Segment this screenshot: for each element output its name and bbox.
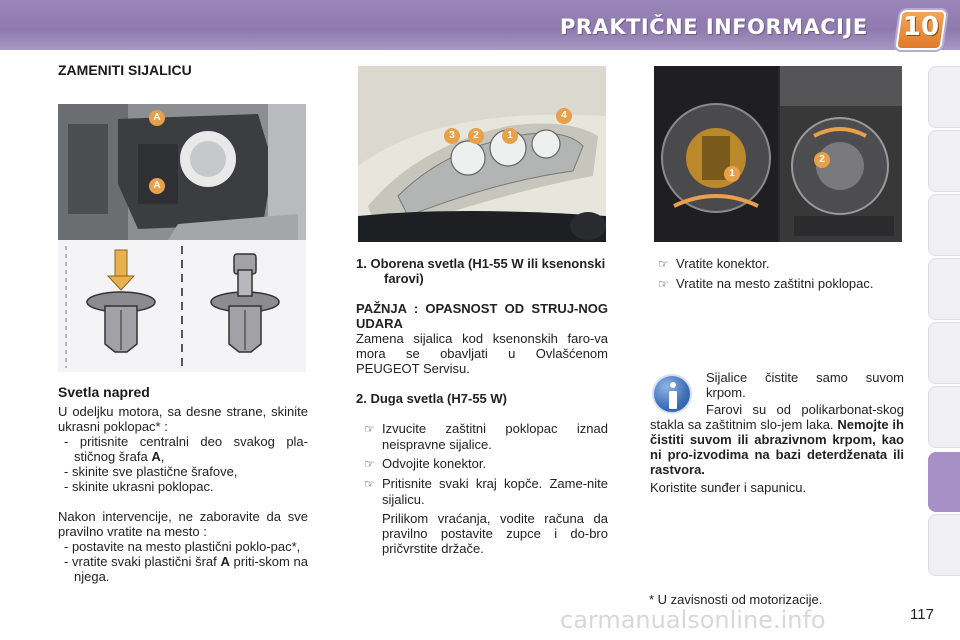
right-bullet-2: ☞ Vratite na mesto zaštitni poklopac. xyxy=(658,276,874,291)
callout-a-bottom: A xyxy=(149,178,165,194)
right-body xyxy=(650,256,904,292)
middle-bullet-2: ☞ Odvojite konektor. xyxy=(364,456,487,471)
plastic-screw-diagram xyxy=(58,240,306,372)
side-tab-6[interactable] xyxy=(928,386,960,448)
item-high-beam: 2. Duga svetla (H7-55 W) xyxy=(356,391,507,406)
side-tab-3[interactable] xyxy=(928,194,960,256)
info-paragraph-1: Sijalice čistite samo suvom krpom. xyxy=(706,370,904,400)
middle-bullet-3: ☞ Pritisnite svaki kraj kopče. Zame-nite sijalicu. xyxy=(364,476,608,507)
pointing-hand-icon: ☞ xyxy=(364,477,375,491)
middle-note: Prilikom vraćanja, vodite računa da pravilno postavite zupce i do-bro pričvrstite držače. xyxy=(382,511,608,556)
callout-2: 2 xyxy=(468,128,484,144)
footnote: * U zavisnosti od motorizacije. xyxy=(649,592,823,607)
side-tab-4[interactable] xyxy=(928,258,960,320)
info-text-top xyxy=(706,370,904,400)
fastener-illustration xyxy=(58,240,306,372)
callout-3: 3 xyxy=(444,128,460,144)
intro-text: U odeljku motora, sa desne strane, skinite ukrasni poklopac* : xyxy=(58,404,308,434)
bulb-socket-illustration xyxy=(654,66,902,242)
watermark: carmanualsonline.info xyxy=(560,606,826,634)
step-2: - skinite sve plastične šrafove, xyxy=(64,464,238,479)
side-tab-1[interactable] xyxy=(928,66,960,128)
right-bullet-1: ☞ Vratite konektor. xyxy=(658,256,770,271)
chapter-number: 10 xyxy=(902,12,940,42)
car-front-illustration xyxy=(358,66,606,242)
callout-1: 1 xyxy=(502,128,518,144)
step-3: - skinite ukrasni poklopac. xyxy=(64,479,214,494)
side-tab-2[interactable] xyxy=(928,130,960,192)
callout-4: 4 xyxy=(556,108,572,124)
subheading-front-lights: Svetla napred xyxy=(58,384,150,400)
warning-title: PAŽNJA : OPASNOST OD STRUJ-NOG UDARA xyxy=(356,301,608,331)
side-tab-active[interactable] xyxy=(928,452,960,512)
item-low-beam: 1. Oborena svetla (H1-55 W ili ksenonski farovi) xyxy=(356,256,606,286)
engine-bay-illustration xyxy=(58,104,306,240)
pointing-hand-icon: ☞ xyxy=(658,277,669,291)
after-text: Nakon intervencije, ne zaboravite da sve pravilno vratite na mesto : xyxy=(58,509,308,539)
section-heading: ZAMENITI SIJALICU xyxy=(58,62,192,78)
middle-bullet-1: ☞ Izvucite zaštitni poklopac iznad neispravne sijalice. xyxy=(364,421,608,452)
pointing-hand-icon: ☞ xyxy=(364,422,375,436)
after-step-1: - postavite na mesto plastični poklo-pac*, xyxy=(64,539,301,554)
page-number: 117 xyxy=(910,606,934,623)
info-paragraph-2: Farovi su od polikarbonat-skog stakla sa zaštitnim slo-jem laka. Nemojte ih čistiti suvom ili abrazivnom krpom, kao ni pro-izvodima na bazi deterdženata ili rastvora. xyxy=(650,402,904,477)
side-tab-8[interactable] xyxy=(928,514,960,576)
pointing-hand-icon: ☞ xyxy=(364,457,375,471)
bulb-photos xyxy=(654,66,902,242)
engine-bay-photo xyxy=(58,104,306,240)
side-tab-5[interactable] xyxy=(928,322,960,384)
step-1: - pritisnite centralni deo svakog pla-stičnog šrafa A, xyxy=(64,434,308,464)
callout-right-2: 2 xyxy=(814,152,830,168)
middle-body xyxy=(356,256,608,556)
warning-text: Zamena sijalica kod ksenonskih faro-va mora se obavljati u Ovlašćenom PEUGEOT Servisu. xyxy=(356,331,608,376)
pointing-hand-icon: ☞ xyxy=(658,257,669,271)
headlight-photo xyxy=(358,66,606,242)
after-step-2: - vratite svaki plastični šraf A priti-skom na njega. xyxy=(64,554,308,584)
callout-right-1: 1 xyxy=(724,166,740,182)
info-paragraph-3: Koristite sunđer i sapunicu. xyxy=(650,480,807,495)
chapter-title: PRAKTIČNE INFORMACIJE xyxy=(560,15,868,39)
left-body xyxy=(58,404,308,584)
callout-a-top: A xyxy=(149,110,165,126)
